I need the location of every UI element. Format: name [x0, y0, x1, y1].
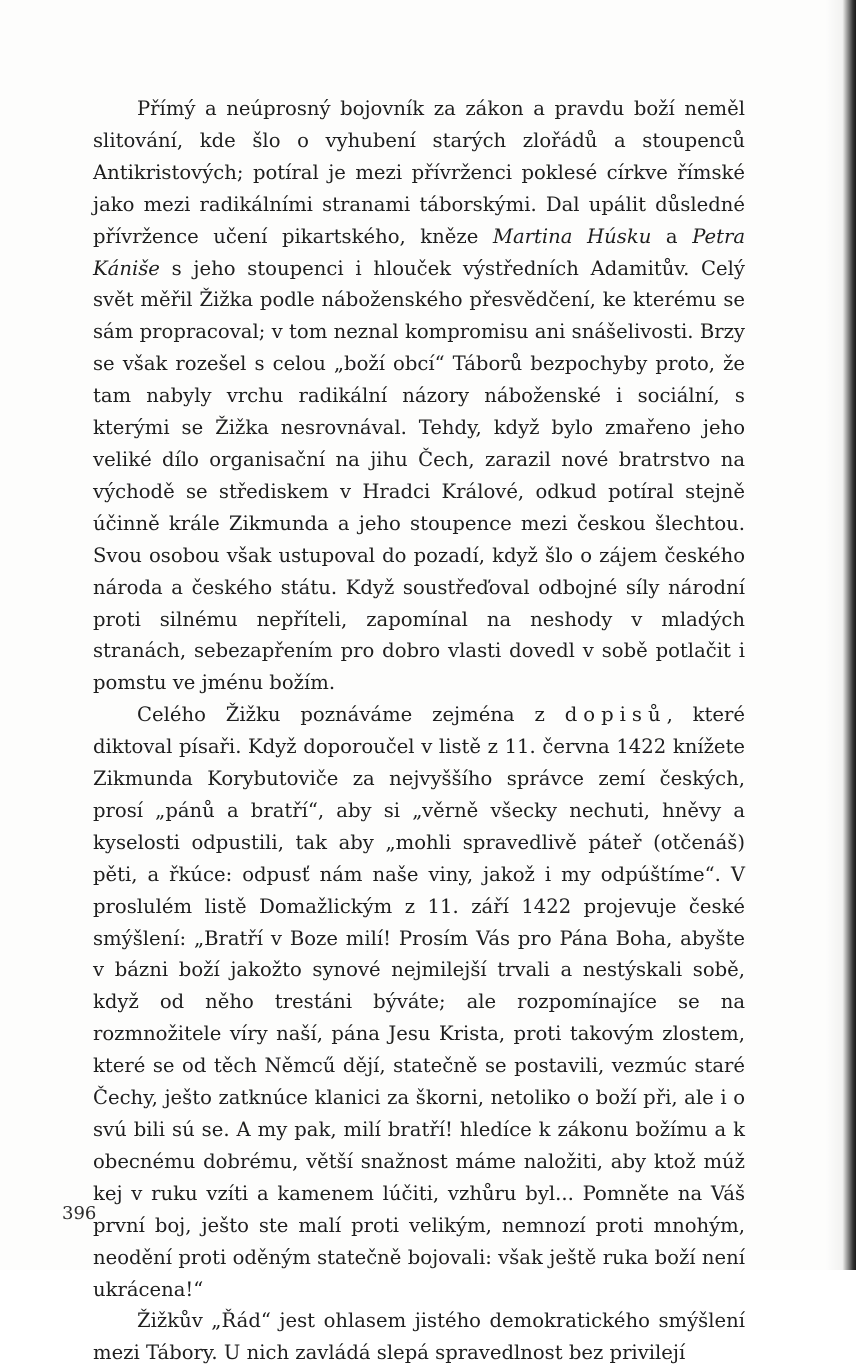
- name-martina-husku: Martina Húsku: [492, 224, 652, 248]
- paragraph-3-text: Žižkův „Řád“ jest ohlasem jistého demokratického smýšlení mezi Tábory. U nich zavládá slepá spravedlnost bez privilejí: [93, 1309, 745, 1365]
- spaced-word-dopisu: dopisů: [564, 703, 667, 727]
- paragraph-1-segment-3: s jeho stoupenci i hlouček výstředních Adamitův. Celý svět měřil Žižka podle náboženského přesvědčení, ke kterému se sám propracoval; v tom neznal kompromisu ani snášelivosti. Brzy se však rozešel s celou „boží obcí“ Táborů bezpochyby proto, že tam nabyly vrchu radikální názory náboženské i sociální, s kterými se Žižka nesrovnával. Tehdy, když bylo zmařeno jeho veliké dílo organisační na jihu Čech, zarazil nové bratrstvo na východě se střediskem v Hradci Králové, odkud potíral stejně účinně krále Zikmunda a jeho stoupence mezi českou šlechtou. Svou osobou však ustupoval do pozadí, když šlo o zájem českého národa a českého státu. Když soustřeďoval odbojné síly národní proti silnému nepříteli, zapomínal na neshody v mladých stranách, sebezapřením pro dobro vlasti dovedl v sobě potlačit i pomstu ve jménu božím.: [93, 256, 745, 695]
- page-number: 396: [62, 1203, 97, 1224]
- paragraph-1-segment-1: Přímý a neúprosný bojovník za zákon a pravdu boží neměl slitování, kde šlo o vyhubení starých zlořádů a stoupenců Antikristových; potíral je mezi přívrženci poklesé církve římské jako mezi radikálními stranami táborskými. Dal upálit důsledné přívržence učení pikartského, kněze: [93, 97, 745, 248]
- paragraph-1: [93, 93, 745, 699]
- paragraph-1-segment-2: a: [665, 224, 678, 248]
- body-text: [93, 93, 745, 1369]
- paragraph-3: [93, 1305, 745, 1369]
- book-binding-edge: [826, 0, 856, 1270]
- paragraph-2: [93, 699, 745, 1305]
- paragraph-2-segment-2: , které diktoval písaři. Když doporoučel v listě z 11. června 1422 knížete Zikmunda Korybutoviče za nejvyššího správce zemí českých, prosí „pánů a bratří“, aby si „věrně všecky nechuti, hněvy a kyselosti odpustili, tak aby „mohli spravedlivě páteř (otčenáš) pěti, a řkúce: odpusť nám naše viny, jakož i my odpúštíme“. V proslulém listě Domažlickým z 11. září 1422 projevuje české smýšlení: „Bratří v Boze milí! Prosím Vás pro Pána Boha, abyšte v bázni boží jakožto synové nejmilejší trvali a nestýskali sobě, když od něho trestáni býváte; ale rozpomínajíce se na rozmnožitele víry naší, pána Jesu Krista, proti takovým zlostem, které se od těch Němcű dějí, statečně se postavili, vezmúc staré Čechy, ješto zatknúce klanici za škorni, netoliko o boží při, ale i o svú bili sú se. A my pak, milí bratří! hledíce k zákonu božímu a k obecnému dobrému, větší snažnost máme naložiti, aby ktož múž kej v ruku vzíti a kamenem lúčiti, vzhůru byl... Pomněte na Váš první boj, ješto ste malí proti velikým, nemnozí proti mnohým, neodění proti oděným statečně bojovali: však ještě ruka boží není ukrácena!“: [93, 703, 745, 1301]
- name-petra-kanise: Petra Kániše: [93, 224, 746, 280]
- paragraph-2-segment-1: Celého Žižku poznáváme zejména z: [137, 703, 545, 727]
